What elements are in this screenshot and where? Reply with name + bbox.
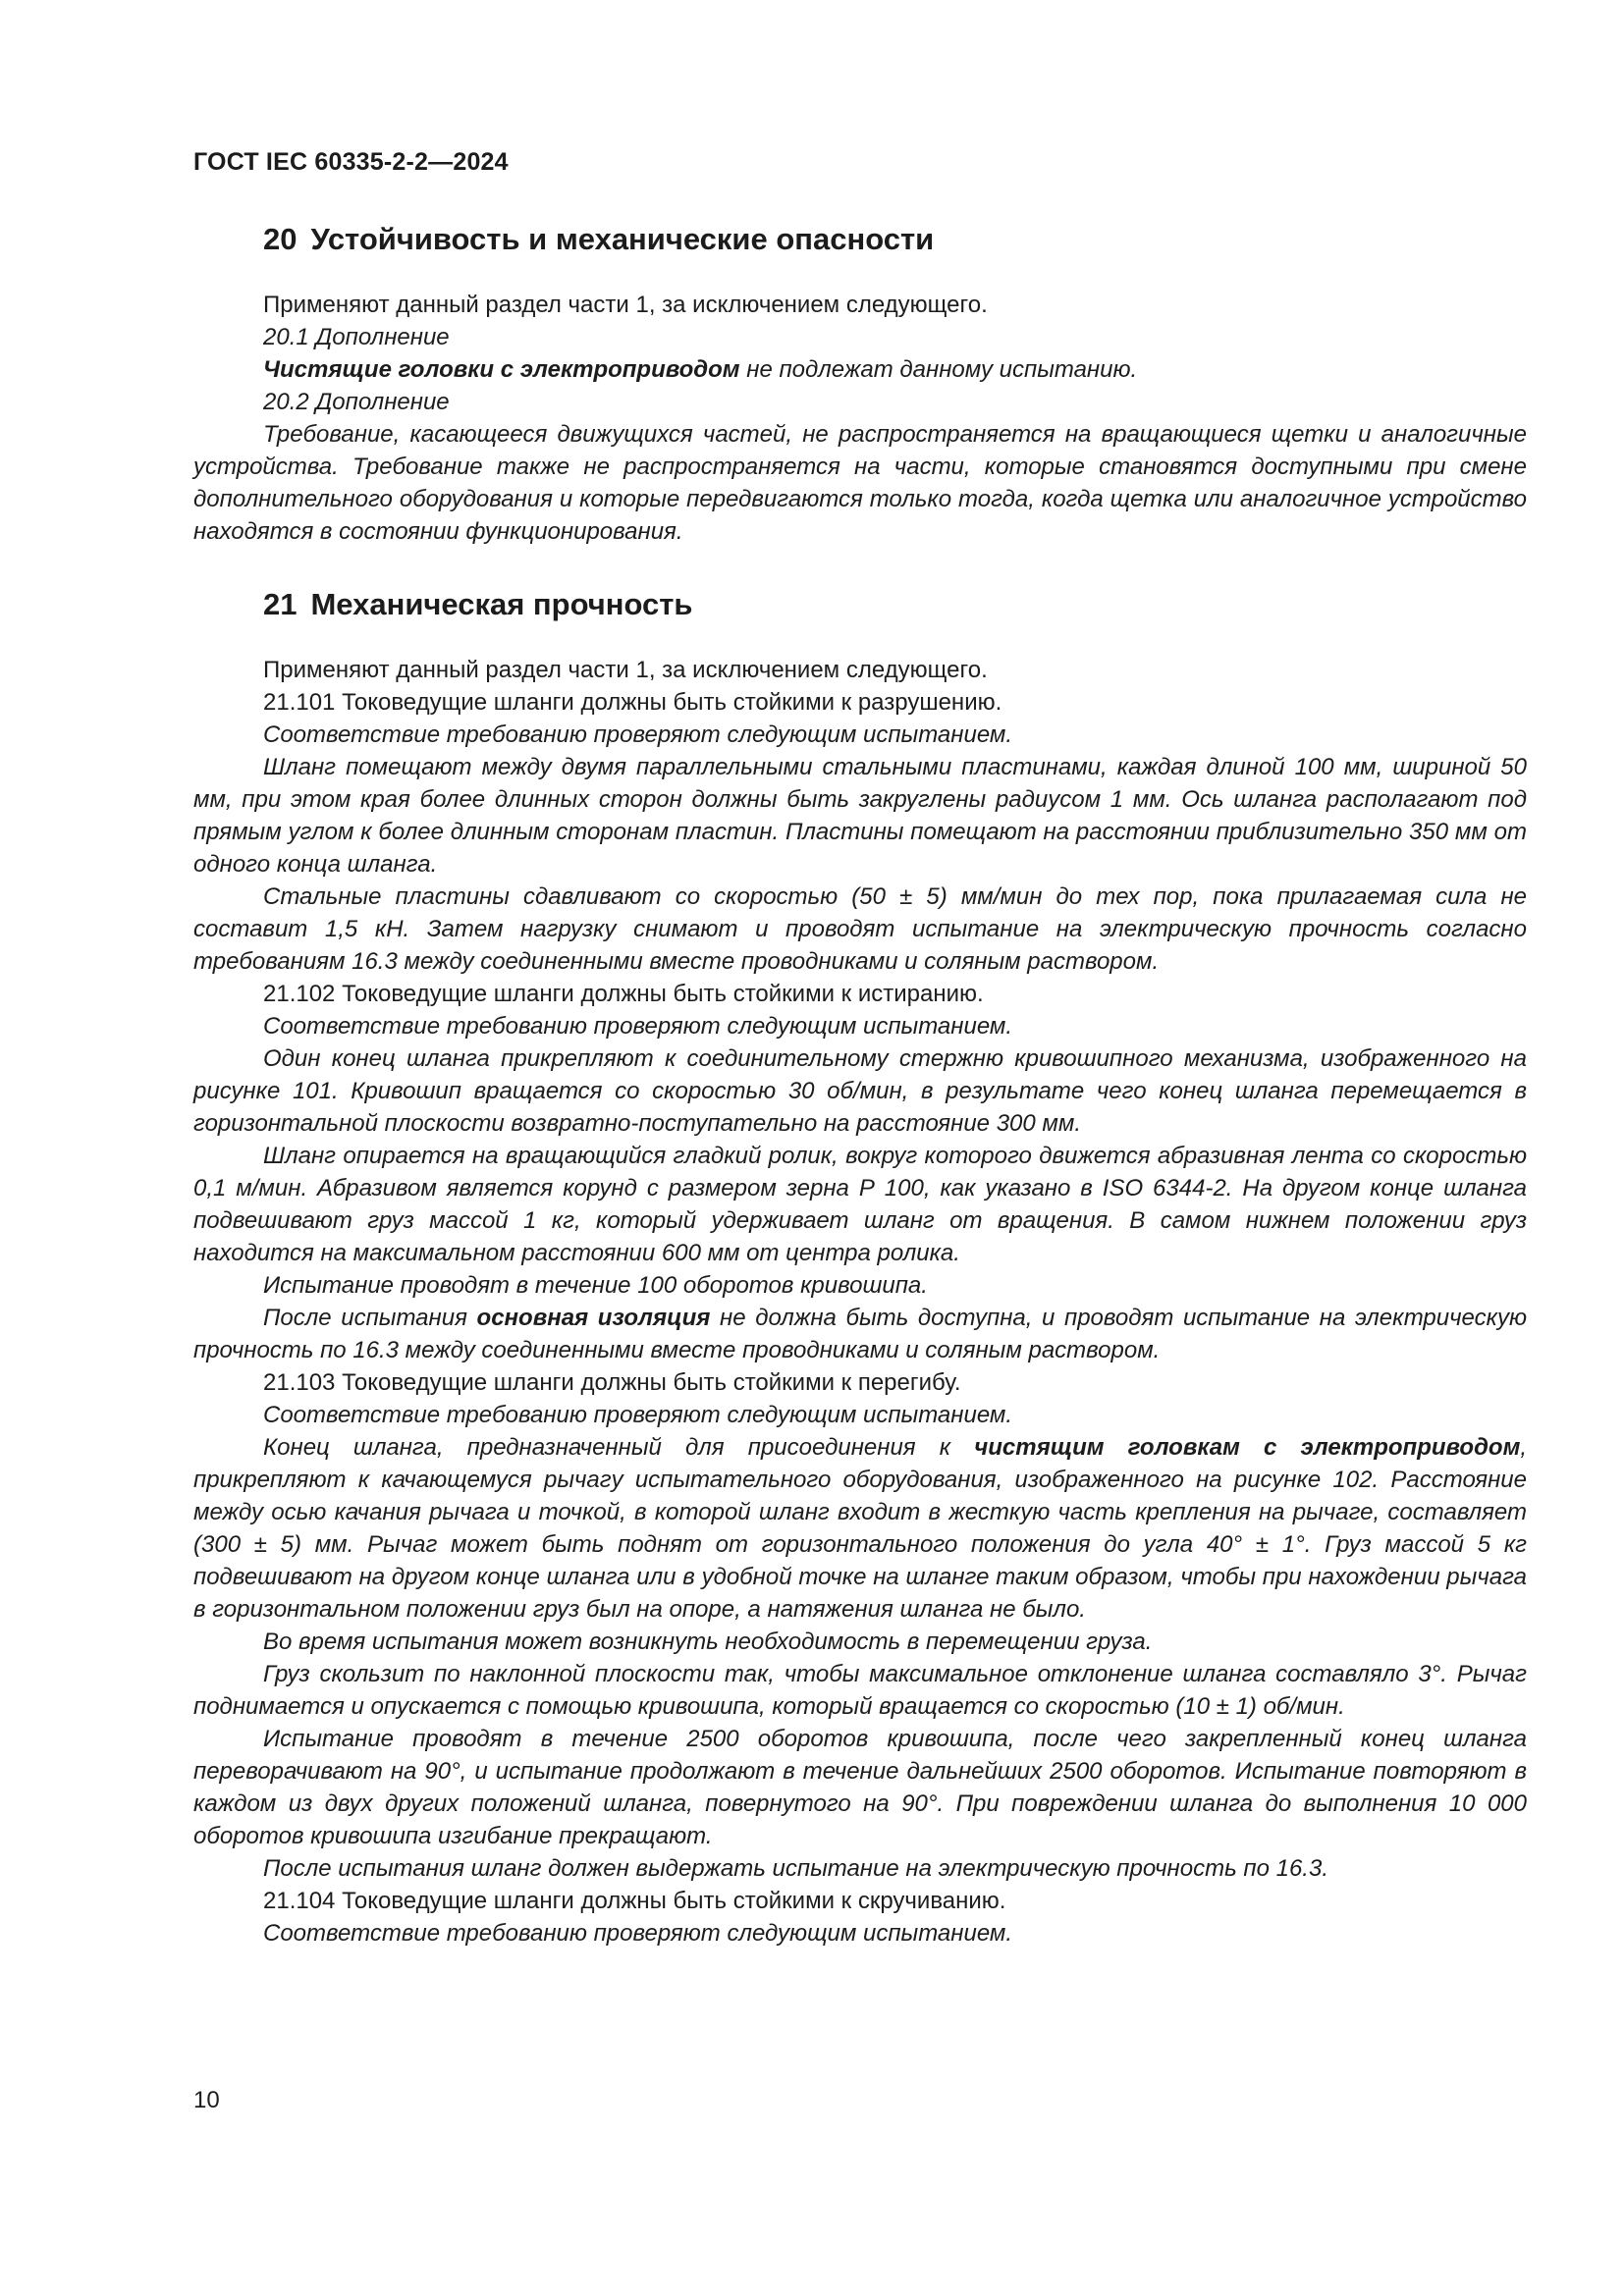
paragraph: Соответствие требованию проверяют следующим испытанием. xyxy=(263,1920,1013,1947)
paragraph: Испытание проводят в течение 100 оборотов кривошипа. xyxy=(263,1272,928,1299)
page-content xyxy=(193,220,1527,1949)
section-20-title: Устойчивость и механические опасности xyxy=(310,222,935,256)
paragraph: Применяют данный раздел части 1, за исключением следующего. xyxy=(263,292,988,318)
clause-20-1: 20.1 Дополнение xyxy=(263,324,450,350)
paragraph xyxy=(193,1302,1527,1366)
paragraph: Шланг помещают между двумя параллельными стальными пластинами, каждая длиной 100 мм, шириной 50 мм, при этом края более длинных сторон должны быть закруглены радиусом 1 мм. Ось шланга располагают под прямым углом к более длинным сторонам пластин. Пластины помещают на расстоянии приблизительно 350 мм от одного конца шланга. xyxy=(193,754,1527,878)
term-bold: чистящим головкам с электроприводом xyxy=(974,1434,1521,1461)
paragraph: Груз скользит по наклонной плоскости так, чтобы максимальное отклонение шланга составляло 3°. Рычаг поднимается и опускается с помощью кривошипа, который вращается со скоростью (10 ± 1) об/мин. xyxy=(193,1661,1527,1720)
clause-21-101: 21.101 Токоведущие шланги должны быть стойкими к разрушению. xyxy=(263,689,1002,716)
paragraph: Испытание проводят в течение 2500 оборотов кривошипа, после чего закрепленный конец шланга переворачивают на 90°, и испытание продолжают в течение дальнейших 2500 оборотов. Испытание повторяют в каждом из двух других положений шланга, повернутого на 90°. При повреждении шланга до выполнения 10 000 оборотов кривошипа изгибание прекращают. xyxy=(193,1726,1527,1849)
clause-21-104: 21.104 Токоведущие шланги должны быть стойкими к скручиванию. xyxy=(263,1888,1006,1914)
section-21-title: Механическая прочность xyxy=(310,587,693,621)
paragraph-text: Конец шланга, предназначенный для присоединения к xyxy=(263,1434,975,1461)
paragraph: Соответствие требованию проверяют следующим испытанием. xyxy=(263,1013,1013,1040)
paragraph: Шланг опирается на вращающийся гладкий ролик, вокруг которого движется абразивная лента со скоростью 0,1 м/мин. Абразивом является корунд с размером зерна Р 100, как указано в ISO 6344-2. На другом конце шланга подвешивают груз массой 1 кг, который удерживает шланг от вращения. В самом нижнем положении груз находится на максимальном расстоянии 600 мм от центра ролика. xyxy=(193,1143,1527,1266)
section-21-number: 21 xyxy=(263,587,298,621)
section-21-heading xyxy=(263,585,1527,624)
paragraph xyxy=(193,1431,1527,1626)
clause-21-103: 21.103 Токоведущие шланги должны быть стойкими к перегибу. xyxy=(263,1369,961,1396)
page-number: 10 xyxy=(193,2087,220,2113)
paragraph: Соответствие требованию проверяют следующим испытанием. xyxy=(263,721,1013,748)
paragraph: Применяют данный раздел части 1, за исключением следующего. xyxy=(263,657,988,683)
paragraph: Соответствие требованию проверяют следующим испытанием. xyxy=(263,1402,1013,1428)
paragraph xyxy=(193,353,1527,386)
paragraph: После испытания шланг должен выдержать испытание на электрическую прочность по 16.3. xyxy=(263,1855,1328,1882)
term-bold: основная изоляция xyxy=(476,1305,711,1331)
paragraph-text: , прикрепляют к качающемуся рычагу испытательного оборудования, изображенного на рисунке 102. Расстояние между осью качания рычага и точкой, в которой шланг входит в жесткую часть крепления на рычаге, составляет (300 ± 5) мм. Рычаг может быть поднят от горизонтального положения до угла 40° ± 1°. Груз массой 5 кг подвешивают на другом конце шланга или в удобной точке на шланге таким образом, чтобы при нахождении рычага в горизонтальном положении груз был на опоре, а натяжения шланга не было. xyxy=(193,1434,1528,1623)
clause-21-102: 21.102 Токоведущие шланги должны быть стойкими к истиранию. xyxy=(263,981,984,1007)
document-header: ГОСТ IEC 60335-2-2—2024 xyxy=(193,148,509,176)
paragraph: Стальные пластины сдавливают со скоростью (50 ± 5) мм/мин до тех пор, пока прилагаемая сила не составит 1,5 кН. Затем нагрузку снимают и проводят испытание на электрическую прочность согласно требованиям 16.3 между соединенными вместе проводниками и соляным раствором. xyxy=(193,883,1527,975)
paragraph: Один конец шланга прикрепляют к соединительному стержню кривошипного механизма, изображенного на рисунке 101. Кривошип вращается со скоростью 30 об/мин, в результате чего конец шланга перемещается в горизонтальной плоскости возвратно-поступательно на расстояние 300 мм. xyxy=(193,1045,1527,1137)
clause-20-2: 20.2 Дополнение xyxy=(263,389,450,415)
paragraph-text: После испытания xyxy=(263,1305,477,1331)
paragraph: Во время испытания может возникнуть необходимость в перемещении груза. xyxy=(263,1629,1153,1655)
section-20-number: 20 xyxy=(263,222,298,256)
paragraph-text: не подлежат данному испытанию. xyxy=(739,356,1138,383)
paragraph: Требование, касающееся движущихся частей, не распространяется на вращающиеся щетки и аналогичные устройства. Требование также не распространяется на части, которые становятся доступными при смене дополнительного оборудования и которые передвигаются только тогда, когда щетка или аналогичное устройство находятся в состоянии функционирования. xyxy=(193,421,1527,545)
section-20-heading xyxy=(263,220,1527,259)
paragraph-text: не должна быть доступна, и проводят испытание на электрическую прочность по 16.3 между соединенными вместе проводниками и соляным раствором. xyxy=(193,1305,1527,1363)
term-bold: Чистящие головки с электроприводом xyxy=(263,356,740,383)
